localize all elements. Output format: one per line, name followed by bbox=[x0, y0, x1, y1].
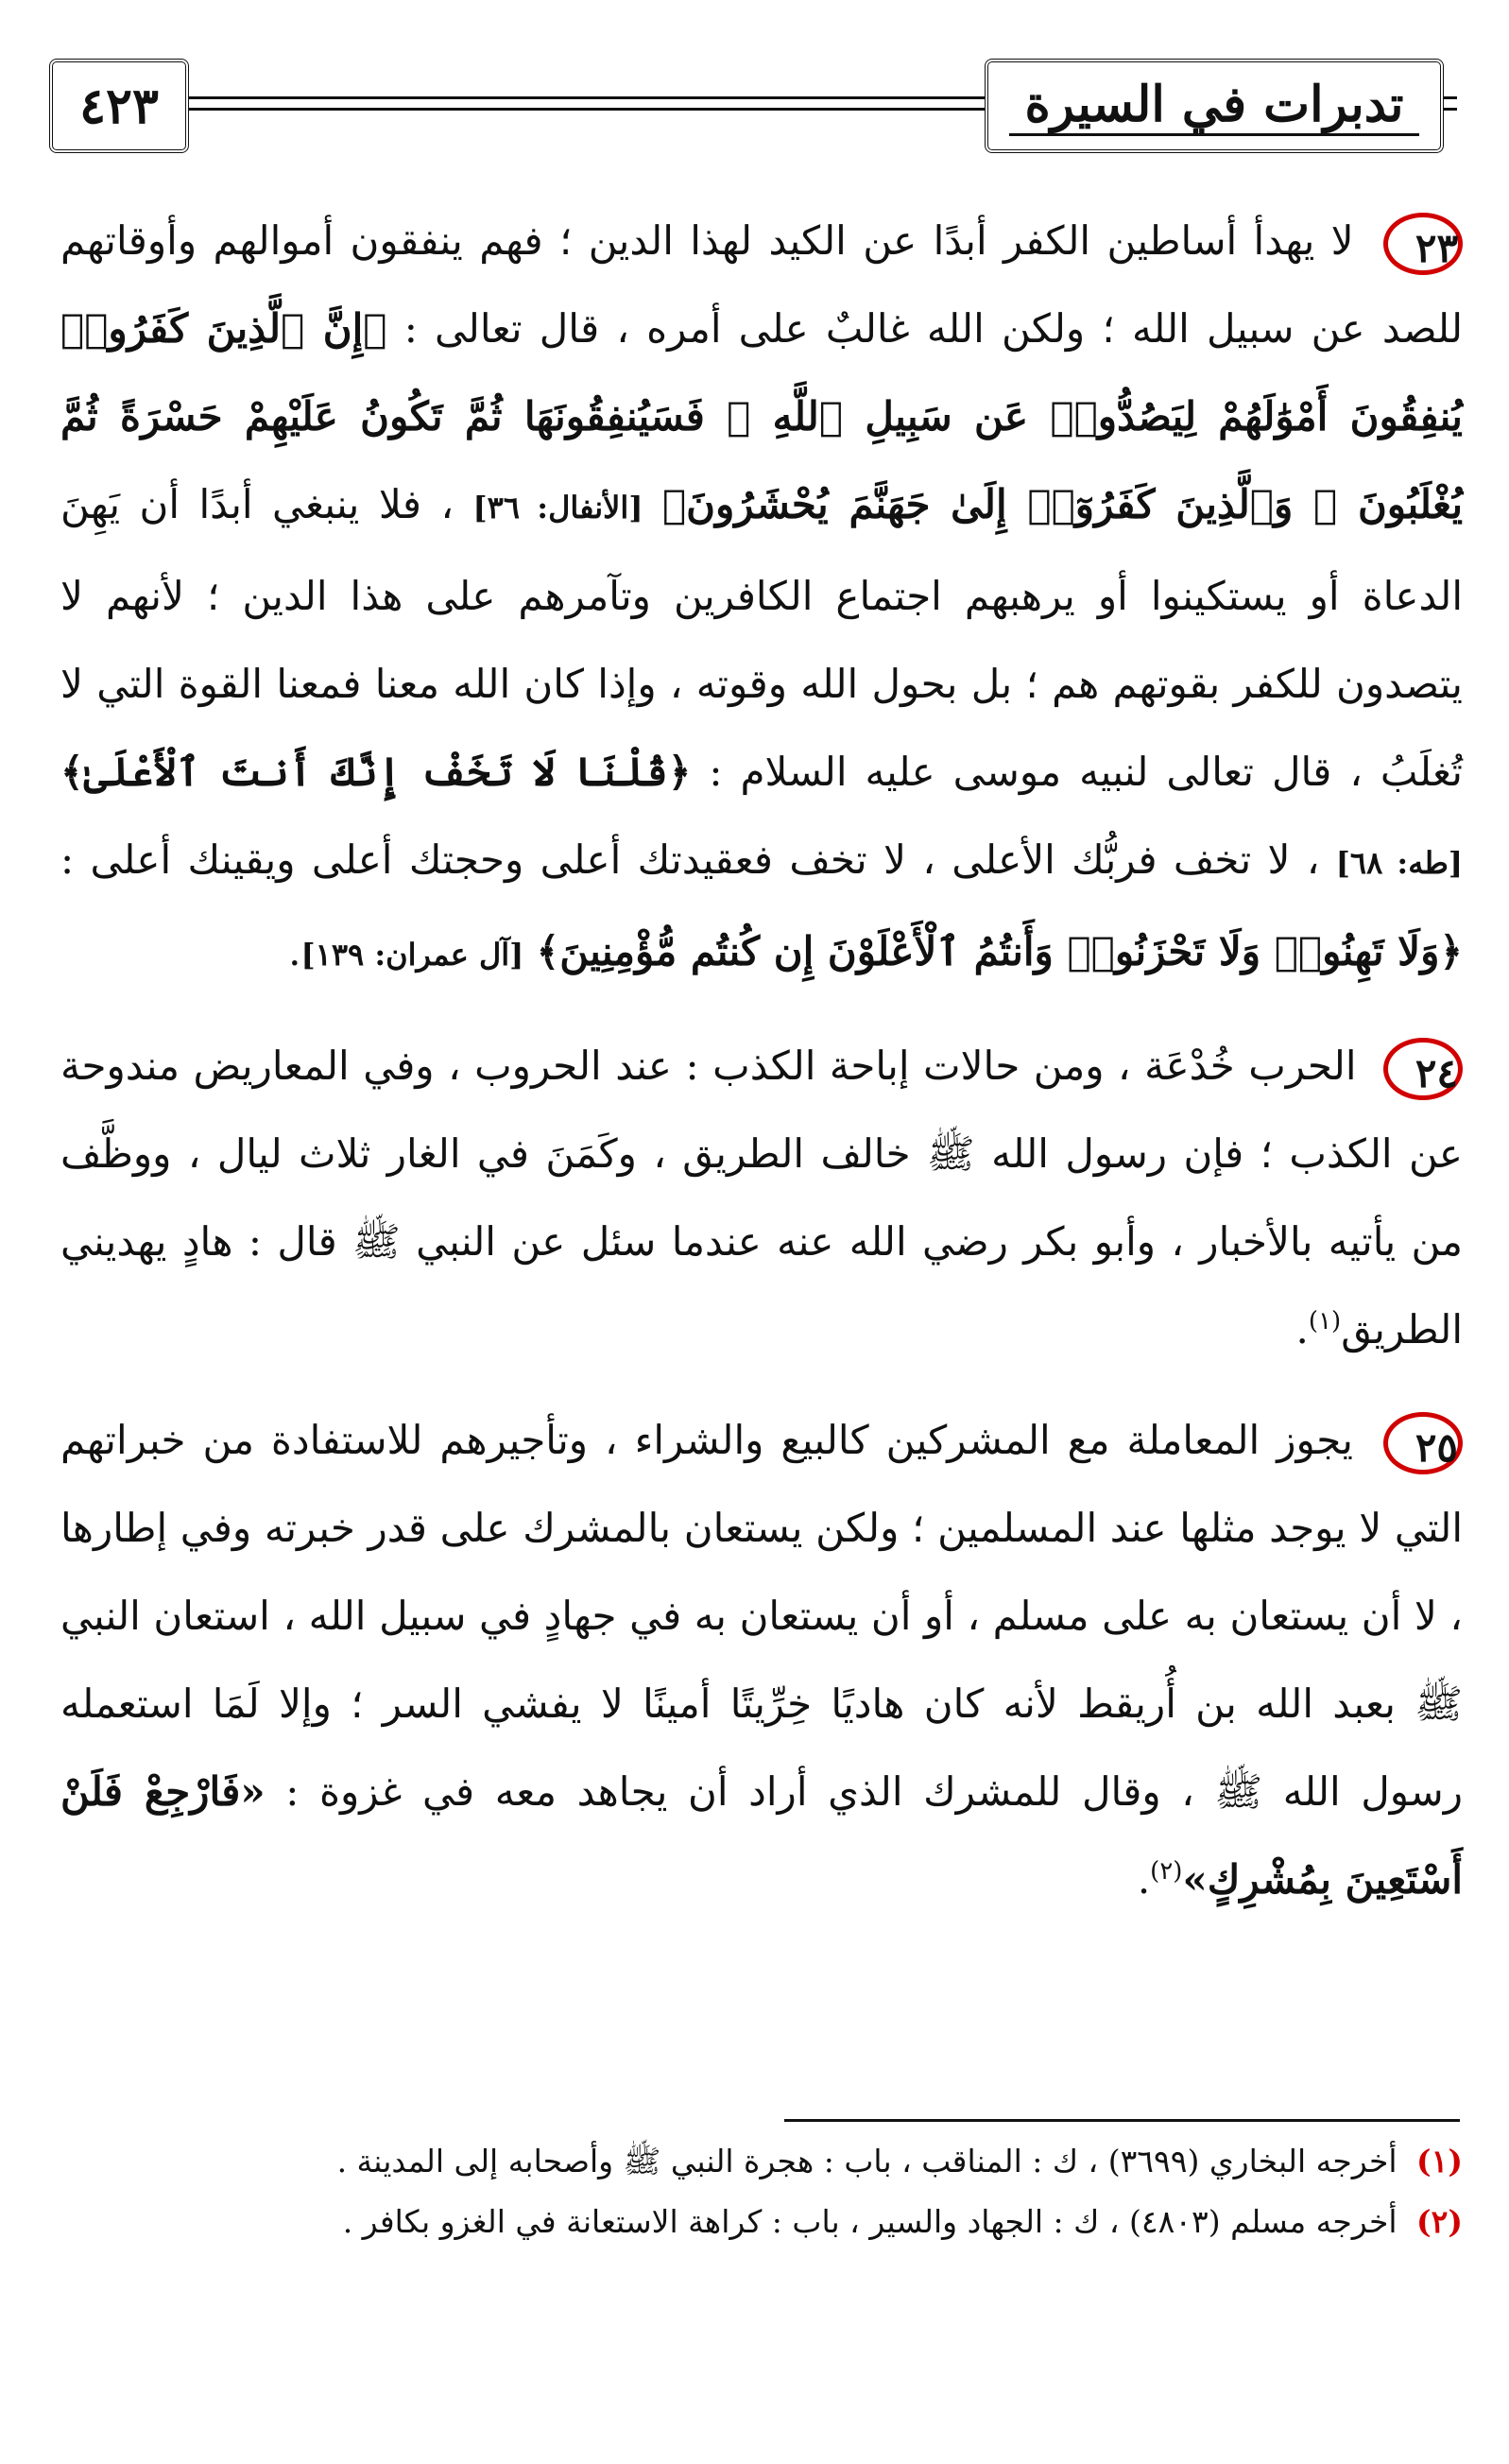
footnote-separator bbox=[784, 2119, 1460, 2122]
paragraph-text: ، لا تخف فربُّك الأعلى ، لا تخف فعقيدتك أعلى وحجتك أعلى ويقينك أعلى : bbox=[60, 836, 1320, 883]
header-rule bbox=[172, 108, 994, 111]
paragraph-text: ، فلا ينبغي أبدًا أن يَهِنَ الدعاة أو يستكينوا أو يرهبهم اجتماع الكافرين وتآمرهم على هذا الدين ؛ لأنهم لا يتصدون للكفر بقوتهم هم ؛ بل بحول الله وقوته ، وإذا كان الله معنا فمعنا القوة التي لا تُغلَبُ ، قال تعالى لنبيه موسى عليه السلام : bbox=[60, 481, 1463, 795]
verse-reference: [طه: ٦٨] bbox=[1335, 845, 1463, 881]
footnote-text: أخرجه مسلم (٤٨٠٣) ، ك : الجهاد والسير ، باب : كراهة الاستعانة في الغزو بكافر . bbox=[342, 2203, 1398, 2240]
footnote-1 bbox=[60, 2131, 1463, 2192]
paragraph-text: . bbox=[1137, 1856, 1151, 1903]
paragraph-text: يجوز المعاملة مع المشركين كالبيع والشراء ، وتأجيرهم للاستفادة من خبراتهم التي لا يوجد مثلها عند المسلمين ؛ ولكن يستعان بالمشرك على قدر خبرته وفي إطارها ، لا أن يستعان به على مسلم ، أو أن يستعان به في جهادٍ في سبيل الله ، استعان النبي ﷺ بعبد الله بن أُريقط لأنه كان هاديًا خِرِّيتًا أمينًا لا يفشي السر ؛ وإلا لَمَا استعمله رسول الله ﷺ ، وقال للمشرك الذي أراد أن يجاهد معه في غزوة : bbox=[60, 1417, 1463, 1815]
footnote-number: (١) bbox=[1416, 2143, 1463, 2180]
footnote-number: (٢) bbox=[1416, 2203, 1463, 2240]
paragraph-text: الحرب خُدْعَة ، ومن حالات إباحة الكذب : عند الحروب ، وفي المعاريض مندوحة عن الكذب ؛ فإن رسول الله ﷺ خالف الطريق ، وكَمَنَ في الغار ثلاث ليال ، ووظَّف من يأتيه بالأخبار ، وأبو بكر رضي الله عنه عندما سئل عن النبي ﷺ قال : هادٍ يهديني الطريق bbox=[60, 1042, 1463, 1353]
page-header bbox=[49, 59, 1457, 148]
paragraph-text: . bbox=[1295, 1306, 1309, 1353]
quran-verse: ﴿إِنَّ ٱلَّذِينَ كَفَرُوا۟ يُنفِقُونَ أَمْوَٰلَهُمْ لِيَصُدُّوا۟ عَن سَبِيلِ ٱللَّهِ ۚ فَسَيُنفِقُونَهَا ثُمَّ تَكُونُ عَلَيْهِمْ حَسْرَةً ثُمَّ يُغْلَبُونَ ۗ وَٱلَّذِينَ كَفَرُوٓا۟ إِلَىٰ جَهَنَّمَ يُحْشَرُونَ﴾ bbox=[60, 305, 1464, 527]
quran-verse: ﴿وَلَا تَهِنُوا۟ وَلَا تَحْزَنُوا۟ وَأَنتُمُ ٱلْأَعْلَوْنَ إِن كُنتُم مُّؤْمِنِينَ﴾ bbox=[536, 928, 1463, 974]
paragraph-text: . bbox=[288, 928, 301, 974]
footnote-marker[interactable]: (١) bbox=[1308, 1307, 1342, 1335]
paragraph-text: لا يهدأ أساطين الكفر أبدًا عن الكيد لهذا الدين ؛ فهم ينفقون أموالهم وأوقاتهم للصد عن سبيل الله ؛ ولكن الله غالبٌ على أمره ، قال تعالى : bbox=[60, 217, 1463, 352]
footnote-marker[interactable]: (٢) bbox=[1150, 1857, 1183, 1886]
verse-reference: [الأنفال: ٣٦] bbox=[472, 490, 643, 526]
header-rule bbox=[172, 96, 994, 99]
paragraph-25 bbox=[60, 1396, 1463, 1923]
paragraph-24 bbox=[60, 1022, 1463, 1373]
footnote-text: أخرجه البخاري (٣٦٩٩) ، ك : المناقب ، باب : هجرة النبي ﷺ وأصحابه إلى المدينة . bbox=[336, 2143, 1398, 2180]
paragraph-number: ٢٥ bbox=[1383, 1412, 1463, 1474]
page-number: ٤٢٣ bbox=[49, 59, 189, 153]
main-text bbox=[60, 197, 1463, 1923]
paragraph-23 bbox=[60, 197, 1463, 999]
running-title-text: تدبرات في السيرة bbox=[1009, 76, 1418, 136]
quran-verse: ﴿قُلْنَا لَا تَخَفْ إِنَّكَ أَنتَ ٱلْأَعْلَىٰ﴾ bbox=[60, 749, 692, 795]
hadith-quote: «فَارْجِعْ فَلَنْ أَسْتَعِينَ بِمُشْرِكٍ» bbox=[60, 1768, 1463, 1903]
running-title bbox=[985, 59, 1444, 153]
paragraph-number: ٢٤ bbox=[1383, 1038, 1463, 1100]
paragraph-number: ٢٣ bbox=[1383, 213, 1463, 275]
verse-reference: [آل عمران: ١٣٩] bbox=[300, 937, 524, 973]
footnote-2 bbox=[60, 2192, 1463, 2252]
footnotes bbox=[60, 2131, 1463, 2252]
